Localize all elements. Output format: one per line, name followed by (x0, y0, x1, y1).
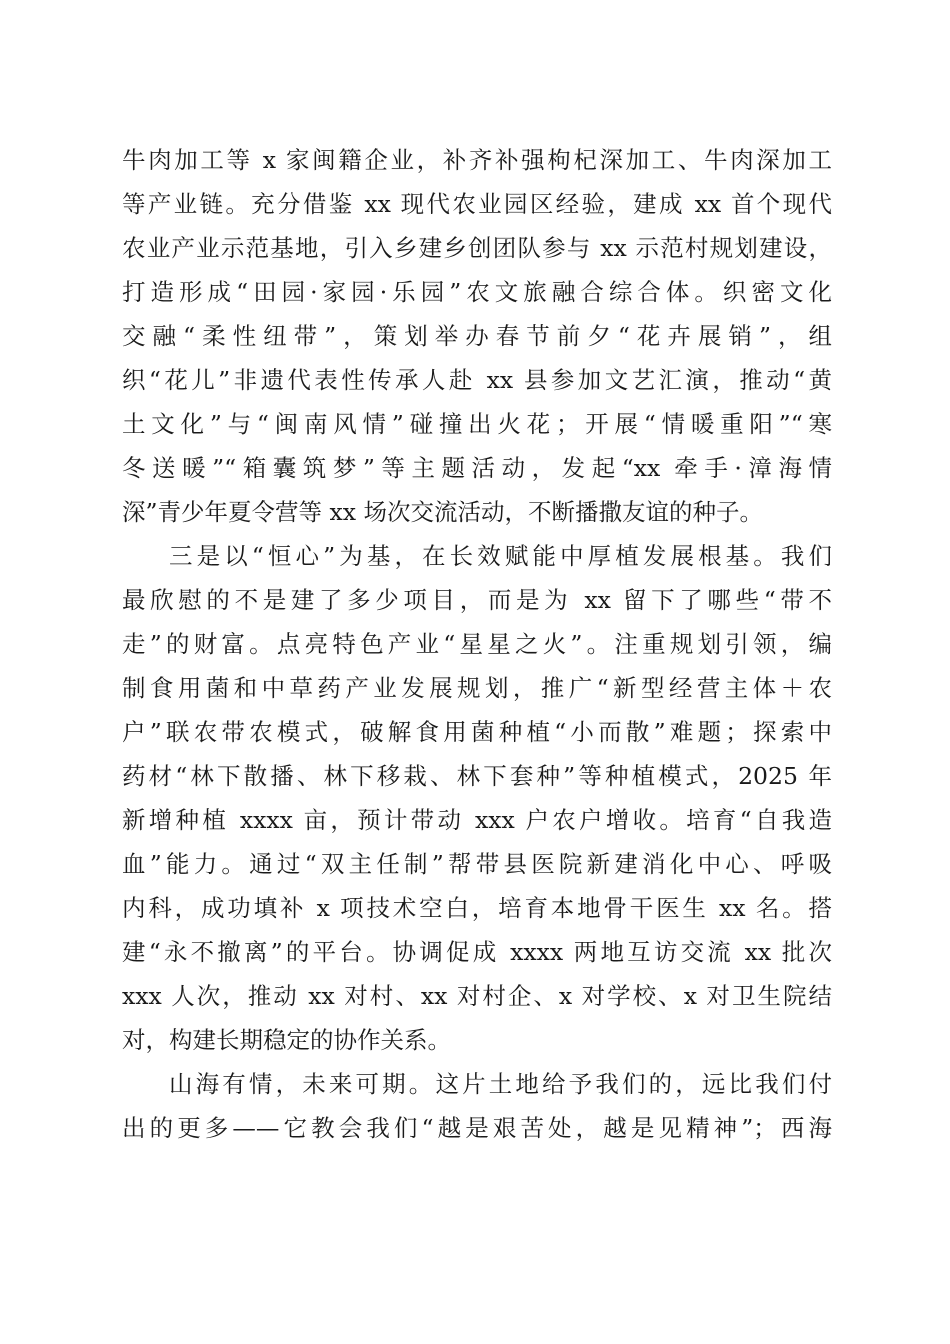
text-line: 深”青少年夏令营等 xx 场次交流活动，不断播撒友谊的种子。 (122, 498, 763, 526)
text-line: 交融“柔性纽带”，策划举办春节前夕“花卉展销”，组 (122, 322, 832, 350)
text-line: 新增种植 xxxx 亩，预计带动 xxx 户农户增收。培育“自我造 (122, 806, 832, 834)
body-text (122, 138, 832, 1150)
text-line: 最欣慰的不是建了多少项目，而是为 xx 留下了哪些“带不 (122, 586, 832, 614)
text-line: 农业产业示范基地，引入乡建乡创团队参与 xx 示范村规划建设， (122, 234, 832, 262)
text-line: 对，构建长期稳定的协作关系。 (122, 1026, 451, 1054)
text-line: 打造形成“田园·家园·乐园”农文旅融合综合体。织密文化 (122, 278, 832, 306)
text-line: 血”能力。通过“双主任制”帮带县医院新建消化中心、呼吸 (122, 850, 832, 878)
paragraph-start-line: 山海有情，未来可期。这片土地给予我们的，远比我们付 (169, 1070, 832, 1098)
text-line: 走”的财富。点亮特色产业“星星之火”。注重规划引领，编 (122, 630, 832, 658)
text-line: 等产业链。充分借鉴 xx 现代农业园区经验，建成 xx 首个现代 (122, 190, 832, 218)
text-line: 户”联农带农模式，破解食用菌种植“小而散”难题；探索中 (122, 718, 832, 746)
text-line: 制食用菌和中草药产业发展规划，推广“新型经营主体＋农 (122, 674, 832, 702)
text-line: 织“花儿”非遗代表性传承人赴 xx 县参加文艺汇演，推动“黄 (122, 366, 832, 394)
paragraph-start-line: 三是以“恒心”为基，在长效赋能中厚植发展根基。我们 (169, 542, 832, 570)
text-line: 牛肉加工等 x 家闽籍企业，补齐补强枸杞深加工、牛肉深加工 (122, 146, 832, 174)
text-line: 内科，成功填补 x 项技术空白，培育本地骨干医生 xx 名。搭 (122, 894, 832, 922)
text-line: 建“永不撤离”的平台。协调促成 xxxx 两地互访交流 xx 批次 (122, 938, 832, 966)
text-line: 土文化”与“闽南风情”碰撞出火花；开展“情暖重阳”“寒 (122, 410, 832, 438)
text-line: 冬送暖”“箱囊筑梦”等主题活动，发起“xx 牵手·漳海情 (122, 454, 832, 482)
text-line: xxx 人次，推动 xx 对村、xx 对村企、x 对学校、x 对卫生院结 (122, 982, 832, 1010)
text-line: 药材“林下散播、林下移栽、林下套种”等种植模式，2025 年 (122, 762, 832, 790)
text-line: 出的更多——它教会我们“越是艰苦处，越是见精神”；西海 (122, 1114, 832, 1142)
